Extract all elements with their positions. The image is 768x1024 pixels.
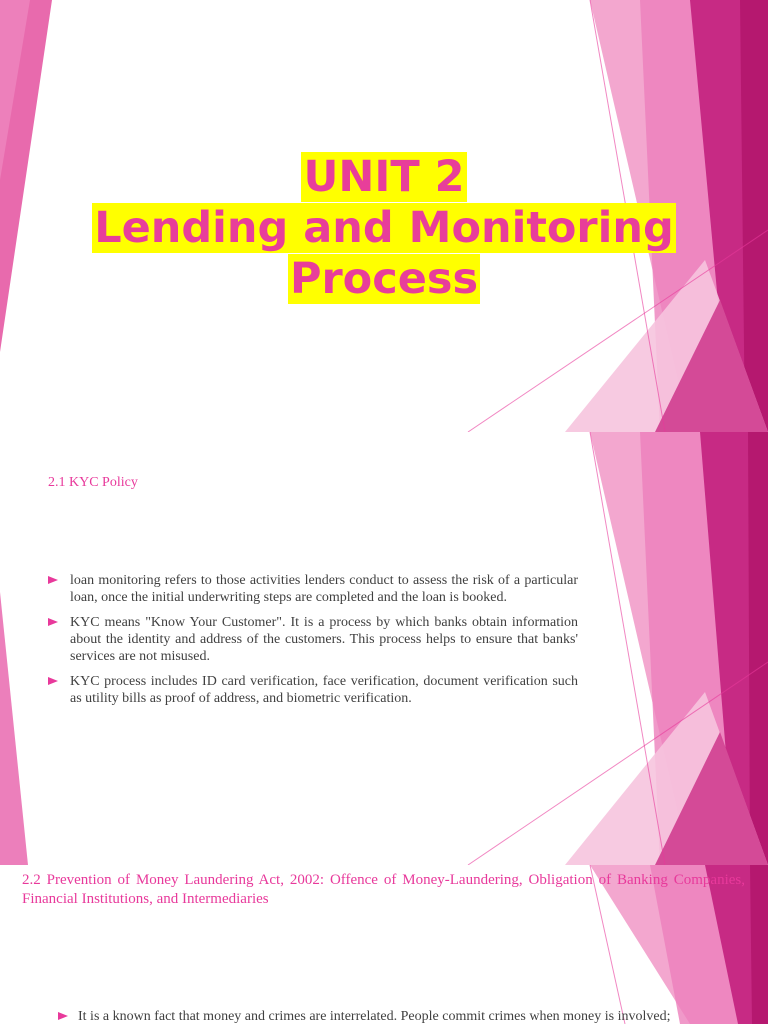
section-heading: 2.2 Prevention of Money Laundering Act, 2002: Offence of Money-Laundering, Obligation of Banking Companies, Financial Institutions, and Intermediaries	[22, 872, 745, 907]
bullet-text: KYC means "Know Your Customer". It is a process by which banks obtain information about the identity and address of the customers. This process helps to ensure that banks' services are not misused.	[70, 615, 578, 664]
list-item	[48, 673, 578, 707]
arrow-bullet-icon	[48, 677, 58, 685]
kyc-slide	[0, 432, 768, 865]
bullet-text: loan monitoring refers to those activities lenders conduct to assess the risk of a particular loan, once the initial underwriting steps are completed and the loan is booked.	[70, 573, 578, 605]
list-item	[48, 572, 578, 606]
arrow-bullet-icon	[58, 1012, 68, 1020]
title-line-unit: UNIT 2	[303, 152, 465, 202]
title-slide	[0, 0, 768, 432]
arrow-bullet-icon	[48, 618, 58, 626]
title-line-topic: Lending and Monitoring	[94, 203, 674, 253]
list-item	[58, 1008, 758, 1024]
list-item	[48, 614, 578, 665]
bullet-list	[48, 572, 578, 715]
pmla-slide	[0, 865, 768, 1024]
slide-title	[0, 152, 768, 305]
bullet-list	[58, 1008, 758, 1024]
bullet-text: KYC process includes ID card verification, face verification, document verification such as utility bills as proof of address, and biometric verification.	[70, 674, 578, 706]
arrow-bullet-icon	[48, 576, 58, 584]
section-heading: 2.1 KYC Policy	[48, 475, 138, 490]
bullet-text: It is a known fact that money and crimes are interrelated. People commit crimes when money is involved;	[78, 1009, 671, 1024]
title-line-process: Process	[289, 254, 479, 304]
